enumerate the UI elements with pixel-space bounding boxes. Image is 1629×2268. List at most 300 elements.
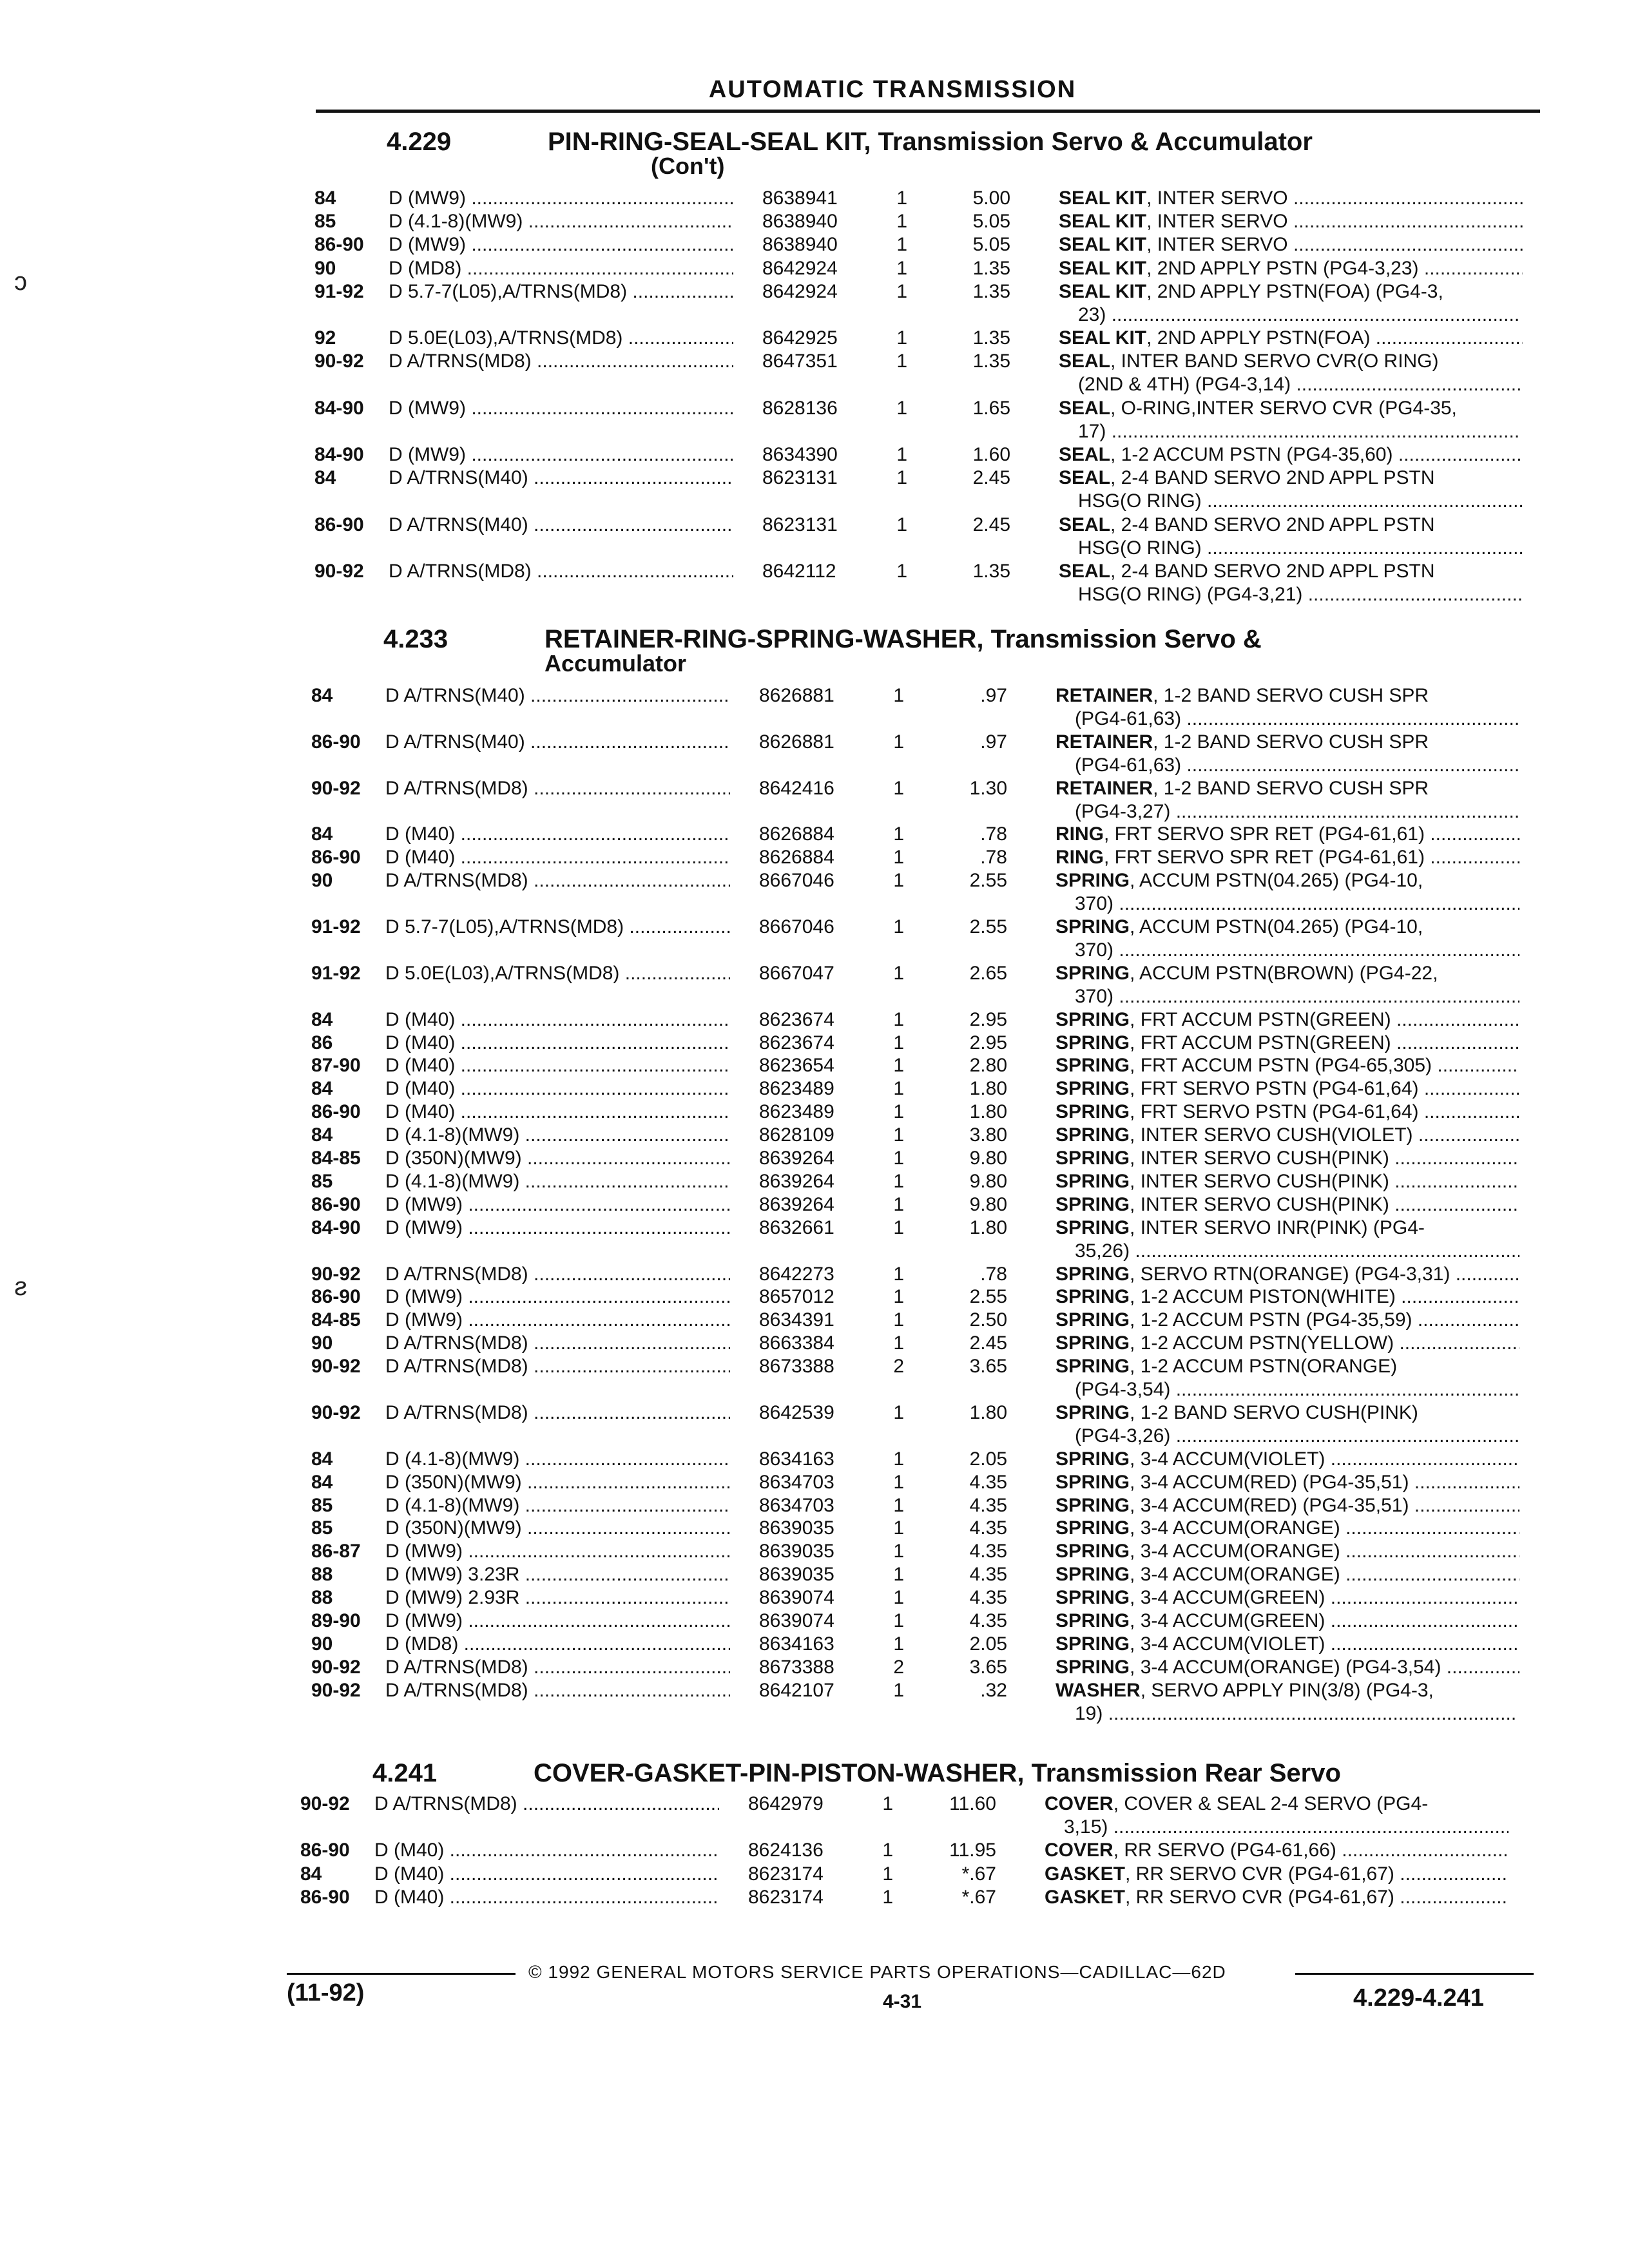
row-quantity: 1: [896, 444, 907, 465]
row-year: 86: [311, 1032, 333, 1053]
row-price: .32: [980, 1680, 1007, 1701]
row-description: D A/TRNS(M40) .....: [389, 514, 733, 537]
row-year: 90: [311, 870, 333, 891]
row-part-number: 8642539: [759, 1402, 834, 1423]
part-name-keyword: SPRING: [1055, 1032, 1130, 1053]
row-description: D (MW9) .....: [389, 443, 733, 466]
row-part-number: 8628109: [759, 1124, 834, 1146]
row-part-name: SPRING, 1-2 ACCUM PSTN(ORANGE): [1055, 1356, 1398, 1377]
row-price: .97: [980, 685, 1007, 706]
row-part-number: 8642979: [748, 1793, 824, 1814]
row-quantity: 1: [893, 847, 904, 868]
row-quantity: 1: [893, 823, 904, 845]
row-part-name-continued: (PG4-3,54) .....: [1075, 1378, 1519, 1401]
row-part-name: SPRING, ACCUM PSTN(04.265) (PG4-10,: [1055, 916, 1423, 937]
row-description: D (4.1-8)(MW9) .....: [385, 1494, 730, 1517]
row-description: D A/TRNS(M40) .....: [389, 466, 733, 490]
row-year: 91-92: [311, 963, 361, 984]
row-part-number: 8657012: [759, 1286, 834, 1307]
row-description: D (MW9) .....: [389, 187, 733, 210]
row-year: 85: [311, 1495, 333, 1516]
part-name-keyword: SEAL KIT: [1059, 258, 1147, 279]
section-title: PIN-RING-SEAL-SEAL KIT, Transmission Servo & Accumulator: [548, 128, 1313, 156]
row-description: D (MD8) .....: [389, 257, 733, 280]
row-description: D (M40) .....: [385, 1077, 730, 1100]
row-description: D 5.0E(L03),A/TRNS(MD8) .....: [385, 962, 730, 985]
row-quantity: 1: [896, 327, 907, 349]
section-title: RETAINER-RING-SPRING-WASHER, Transmission Servo &: [545, 625, 1262, 653]
row-part-name: SEAL KIT, INTER SERVO .....: [1059, 233, 1523, 256]
row-year: 90-92: [314, 561, 364, 582]
row-quantity: 1: [882, 1887, 893, 1908]
part-name-keyword: SEAL: [1059, 561, 1111, 582]
row-part-number: 8624136: [748, 1840, 824, 1861]
row-part-name: SPRING, 3-4 ACCUM(RED) (PG4-35,51) .....: [1055, 1471, 1519, 1494]
margin-mark: ƨ: [14, 1273, 27, 1301]
row-part-name: SEAL KIT, 2ND APPLY PSTN (PG4-3,23) .....: [1059, 257, 1523, 280]
row-part-number: 8639264: [759, 1148, 834, 1169]
row-part-name: SEAL, O-RING,INTER SERVO CVR (PG4-35,: [1059, 398, 1457, 419]
row-description: D (4.1-8)(MW9) .....: [385, 1124, 730, 1147]
row-price: 5.05: [972, 234, 1010, 255]
part-name-keyword: RETAINER: [1055, 685, 1153, 706]
part-name-keyword: SPRING: [1055, 1171, 1130, 1192]
row-description: D (M40) .....: [385, 1008, 730, 1032]
row-part-number: 8639035: [759, 1517, 834, 1539]
part-name-keyword: SEAL: [1059, 467, 1111, 488]
row-part-number: 8638940: [762, 211, 838, 232]
part-name-keyword: SPRING: [1055, 1055, 1130, 1076]
part-name-keyword: SEAL: [1059, 514, 1111, 535]
part-name-keyword: SPRING: [1055, 1633, 1130, 1655]
section-number: 4.241: [372, 1759, 438, 1787]
row-part-name: SEAL, 2-4 BAND SERVO 2ND APPL PSTN: [1059, 514, 1435, 535]
row-price: 4.35: [969, 1541, 1007, 1562]
row-part-name: SPRING, INTER SERVO CUSH(VIOLET) .....: [1055, 1124, 1519, 1147]
row-year: 90-92: [300, 1793, 350, 1814]
row-year: 86-90: [300, 1887, 350, 1908]
row-part-number: 8626884: [759, 823, 834, 845]
row-part-name: SPRING, INTER SERVO INR(PINK) (PG4-: [1055, 1217, 1425, 1238]
row-part-number: 8623674: [759, 1009, 834, 1030]
part-name-keyword: SPRING: [1055, 1148, 1130, 1169]
row-part-name-continued: HSG(O RING) .....: [1078, 537, 1523, 560]
header-rule: [316, 110, 1540, 113]
row-part-name: SEAL, 2-4 BAND SERVO 2ND APPL PSTN: [1059, 467, 1435, 488]
row-part-number: 8673388: [759, 1356, 834, 1377]
part-name-keyword: RETAINER: [1055, 731, 1153, 753]
row-part-number: 8673388: [759, 1657, 834, 1678]
row-part-number: 8642925: [762, 327, 838, 349]
part-name-keyword: COVER: [1045, 1793, 1113, 1814]
row-quantity: 1: [896, 258, 907, 279]
part-name-keyword: RING: [1055, 823, 1104, 845]
row-part-name-continued: (2ND & 4TH) (PG4-3,14) .....: [1078, 373, 1523, 396]
row-price: 1.35: [972, 351, 1010, 372]
row-part-name-continued: HSG(O RING) (PG4-3,21) .....: [1078, 583, 1523, 606]
row-price: *.67: [961, 1863, 996, 1885]
row-year: 84: [311, 1124, 333, 1146]
part-name-keyword: SPRING: [1055, 1564, 1130, 1585]
row-year: 90: [311, 1332, 333, 1354]
row-part-name: SPRING, 3-4 ACCUM(ORANGE) (PG4-3,54) .....: [1055, 1656, 1519, 1679]
row-price: 2.45: [972, 467, 1010, 488]
row-part-name: SEAL KIT, 2ND APPLY PSTN(FOA) .....: [1059, 327, 1523, 350]
row-price: 5.05: [972, 211, 1010, 232]
part-name-keyword: SPRING: [1055, 1402, 1130, 1423]
row-description: D (350N)(MW9) .....: [385, 1517, 730, 1540]
footer-rule-left: [287, 1973, 516, 1975]
row-price: 9.80: [969, 1171, 1007, 1192]
footer-rule-right: [1295, 1973, 1534, 1975]
row-part-number: 8639264: [759, 1194, 834, 1215]
row-part-name: SPRING, ACCUM PSTN(BROWN) (PG4-22,: [1055, 963, 1438, 984]
row-year: 86-90: [311, 1194, 361, 1215]
row-description: D (MW9) .....: [385, 1216, 730, 1240]
row-part-name: SPRING, INTER SERVO CUSH(PINK) .....: [1055, 1170, 1519, 1193]
row-price: 1.80: [969, 1217, 1007, 1238]
row-quantity: 1: [893, 1286, 904, 1307]
row-part-name: GASKET, RR SERVO CVR (PG4-61,67) .....: [1045, 1886, 1509, 1909]
row-year: 85: [311, 1517, 333, 1539]
part-name-keyword: GASKET: [1045, 1887, 1126, 1908]
part-name-keyword: SPRING: [1055, 1309, 1130, 1331]
row-year: 90-92: [311, 1657, 361, 1678]
part-name-keyword: SPRING: [1055, 1587, 1130, 1608]
row-part-name: SPRING, INTER SERVO CUSH(PINK) .....: [1055, 1147, 1519, 1170]
row-year: 90-92: [311, 1356, 361, 1377]
row-quantity: 1: [882, 1863, 893, 1885]
row-part-number: 8634391: [759, 1309, 834, 1331]
part-name-keyword: SEAL KIT: [1059, 281, 1147, 302]
row-part-number: 8638941: [762, 187, 838, 209]
part-name-keyword: SPRING: [1055, 1194, 1130, 1215]
row-part-number: 8626881: [759, 685, 834, 706]
row-part-name: RETAINER, 1-2 BAND SERVO CUSH SPR: [1055, 778, 1429, 799]
row-description: D 5.7-7(L05),A/TRNS(MD8) .....: [385, 916, 730, 939]
row-year: 86-90: [314, 234, 364, 255]
row-quantity: 1: [893, 1148, 904, 1169]
row-description: D (M40) .....: [385, 1100, 730, 1124]
row-part-name: SPRING, 3-4 ACCUM(GREEN) .....: [1055, 1586, 1519, 1610]
row-part-name: SPRING, 1-2 ACCUM PISTON(WHITE) .....: [1055, 1285, 1519, 1309]
row-price: 1.35: [972, 327, 1010, 349]
row-description: D (M40) .....: [374, 1839, 719, 1862]
row-quantity: 1: [893, 1402, 904, 1423]
part-name-keyword: SEAL: [1059, 351, 1111, 372]
row-quantity: 1: [893, 963, 904, 984]
part-name-keyword: SPRING: [1055, 1101, 1130, 1122]
row-part-number: 8642107: [759, 1680, 834, 1701]
row-part-name: SPRING, 1-2 ACCUM PSTN(YELLOW) .....: [1055, 1332, 1519, 1355]
row-price: 4.35: [969, 1587, 1007, 1608]
row-year: 84: [311, 685, 333, 706]
part-name-keyword: SPRING: [1055, 1264, 1130, 1285]
row-part-name: COVER, COVER & SEAL 2-4 SERVO (PG4-: [1045, 1793, 1429, 1814]
row-price: 2.45: [969, 1332, 1007, 1354]
row-quantity: 1: [893, 1587, 904, 1608]
row-part-name: SPRING, 1-2 BAND SERVO CUSH(PINK): [1055, 1402, 1418, 1423]
row-quantity: 1: [896, 211, 907, 232]
row-part-name: SPRING, ACCUM PSTN(04.265) (PG4-10,: [1055, 870, 1423, 891]
row-part-name: RING, FRT SERVO SPR RET (PG4-61,61) .....: [1055, 846, 1519, 869]
row-part-name: SPRING, FRT ACCUM PSTN(GREEN) .....: [1055, 1008, 1519, 1032]
row-price: 2.05: [969, 1633, 1007, 1655]
row-part-number: 8667046: [759, 916, 834, 937]
row-year: 87-90: [311, 1055, 361, 1076]
row-part-number: 8638940: [762, 234, 838, 255]
row-year: 84-90: [311, 1217, 361, 1238]
row-price: 5.00: [972, 187, 1010, 209]
row-part-number: 8634390: [762, 444, 838, 465]
part-name-keyword: SPRING: [1055, 1495, 1130, 1516]
row-quantity: 1: [893, 1194, 904, 1215]
row-year: 88: [311, 1564, 333, 1585]
row-part-name: SPRING, 3-4 ACCUM(RED) (PG4-35,51) .....: [1055, 1494, 1519, 1517]
footer-section-range: 4.229-4.241: [1353, 1984, 1484, 2012]
row-part-name: SPRING, FRT SERVO PSTN (PG4-61,64) .....: [1055, 1100, 1519, 1124]
row-part-name: SEAL, 1-2 ACCUM PSTN (PG4-35,60) .....: [1059, 443, 1523, 466]
section-number: 4.229: [387, 128, 452, 156]
row-price: 4.35: [969, 1495, 1007, 1516]
part-name-keyword: SPRING: [1055, 1078, 1130, 1099]
row-year: 85: [314, 211, 336, 232]
row-quantity: 1: [882, 1793, 893, 1814]
row-quantity: 1: [893, 1032, 904, 1053]
row-description: D (M40) .....: [374, 1886, 719, 1909]
row-quantity: 1: [896, 187, 907, 209]
row-year: 84-90: [314, 444, 364, 465]
row-year: 91-92: [314, 281, 364, 302]
row-year: 85: [311, 1171, 333, 1192]
row-description: D (M40) .....: [385, 1054, 730, 1077]
row-quantity: 1: [893, 1055, 904, 1076]
row-price: 3.65: [969, 1356, 1007, 1377]
row-quantity: 1: [893, 1541, 904, 1562]
row-year: 84: [300, 1863, 322, 1885]
row-price: 4.35: [969, 1517, 1007, 1539]
row-part-name: SEAL KIT, INTER SERVO .....: [1059, 187, 1523, 210]
row-part-name-continued: 370) .....: [1075, 892, 1519, 916]
part-name-keyword: SEAL KIT: [1059, 234, 1147, 255]
row-quantity: 1: [896, 514, 907, 535]
row-quantity: 1: [896, 398, 907, 419]
row-part-name: SPRING, INTER SERVO CUSH(PINK) .....: [1055, 1193, 1519, 1216]
row-part-number: 8623489: [759, 1101, 834, 1122]
part-name-keyword: SPRING: [1055, 1009, 1130, 1030]
row-part-number: 8623174: [748, 1887, 824, 1908]
row-year: 84: [311, 1009, 333, 1030]
row-part-name-continued: 35,26) .....: [1075, 1240, 1519, 1263]
section-number: 4.233: [383, 625, 448, 653]
row-part-name: SPRING, SERVO RTN(ORANGE) (PG4-3,31) .....: [1055, 1263, 1519, 1286]
row-year: 86-90: [311, 1286, 361, 1307]
row-year: 90: [314, 258, 336, 279]
row-part-name: SEAL, 2-4 BAND SERVO 2ND APPL PSTN: [1059, 561, 1435, 582]
row-year: 84: [311, 1078, 333, 1099]
row-part-name-continued: 17) .....: [1078, 420, 1523, 443]
part-name-keyword: SPRING: [1055, 1448, 1130, 1470]
row-quantity: 1: [896, 467, 907, 488]
row-part-name: SPRING, FRT ACCUM PSTN(GREEN) .....: [1055, 1032, 1519, 1055]
row-year: 90-92: [311, 1680, 361, 1701]
row-description: D A/TRNS(M40) .....: [385, 684, 730, 707]
row-part-name: GASKET, RR SERVO CVR (PG4-61,67) .....: [1045, 1863, 1509, 1886]
row-description: D A/TRNS(MD8) .....: [385, 1656, 730, 1679]
row-description: D A/TRNS(MD8) .....: [389, 350, 733, 373]
row-quantity: 1: [893, 1309, 904, 1331]
row-price: .78: [980, 1264, 1007, 1285]
row-price: 1.80: [969, 1078, 1007, 1099]
row-description: D A/TRNS(MD8) .....: [385, 869, 730, 892]
row-price: 4.35: [969, 1472, 1007, 1493]
row-price: 1.30: [969, 778, 1007, 799]
row-description: D (M40) .....: [374, 1863, 719, 1886]
row-part-number: 8639035: [759, 1564, 834, 1585]
row-part-number: 8639074: [759, 1610, 834, 1631]
row-part-name: RETAINER, 1-2 BAND SERVO CUSH SPR: [1055, 731, 1429, 753]
part-name-keyword: GASKET: [1045, 1863, 1126, 1885]
row-year: 84-85: [311, 1148, 361, 1169]
row-quantity: 1: [896, 561, 907, 582]
row-part-number: 8632661: [759, 1217, 834, 1238]
row-part-name: RETAINER, 1-2 BAND SERVO CUSH SPR: [1055, 685, 1429, 706]
row-part-number: 8647351: [762, 351, 838, 372]
row-year: 84: [311, 823, 333, 845]
row-year: 90-92: [311, 778, 361, 799]
row-price: 2.95: [969, 1032, 1007, 1053]
row-quantity: 1: [896, 281, 907, 302]
part-name-keyword: SEAL: [1059, 398, 1111, 419]
row-quantity: 1: [893, 1610, 904, 1631]
row-part-number: 8667046: [759, 870, 834, 891]
row-quantity: 1: [893, 1171, 904, 1192]
row-description: D (MW9) .....: [389, 233, 733, 256]
row-description: D (MW9) .....: [385, 1540, 730, 1563]
row-year: 84-90: [314, 398, 364, 419]
row-price: 1.35: [972, 258, 1010, 279]
row-quantity: 1: [882, 1840, 893, 1861]
row-part-name-continued: 3,15) .....: [1064, 1816, 1509, 1839]
row-quantity: 1: [893, 1101, 904, 1122]
row-description: D (M40) .....: [385, 846, 730, 869]
row-price: 9.80: [969, 1148, 1007, 1169]
row-part-number: 8642924: [762, 281, 838, 302]
row-part-number: 8639035: [759, 1541, 834, 1562]
row-quantity: 1: [896, 234, 907, 255]
row-price: 3.80: [969, 1124, 1007, 1146]
row-part-name: COVER, RR SERVO (PG4-61,66) .....: [1045, 1839, 1509, 1862]
row-part-name: SEAL KIT, INTER SERVO .....: [1059, 210, 1523, 233]
row-price: 1.65: [972, 398, 1010, 419]
row-part-name-continued: 370) .....: [1075, 985, 1519, 1008]
row-price: 1.35: [972, 281, 1010, 302]
row-price: 3.65: [969, 1657, 1007, 1678]
row-description: D (MW9) .....: [385, 1285, 730, 1309]
row-year: 84: [311, 1472, 333, 1493]
row-quantity: 2: [893, 1356, 904, 1377]
row-part-number: 8634163: [759, 1633, 834, 1655]
row-year: 91-92: [311, 916, 361, 937]
row-part-name: SPRING, 3-4 ACCUM(ORANGE) .....: [1055, 1540, 1519, 1563]
row-description: D (4.1-8)(MW9) .....: [385, 1170, 730, 1193]
row-price: .78: [980, 823, 1007, 845]
row-part-number: 8623654: [759, 1055, 834, 1076]
row-part-number: 8634163: [759, 1448, 834, 1470]
row-part-name: SPRING, 3-4 ACCUM(VIOLET) .....: [1055, 1448, 1519, 1471]
row-quantity: 1: [893, 1078, 904, 1099]
part-name-keyword: SPRING: [1055, 1610, 1130, 1631]
row-description: D A/TRNS(MD8) .....: [385, 777, 730, 800]
row-part-number: 8639264: [759, 1171, 834, 1192]
part-name-keyword: SPRING: [1055, 1541, 1130, 1562]
row-year: 86-87: [311, 1541, 361, 1562]
part-name-keyword: SPRING: [1055, 963, 1130, 984]
row-quantity: 1: [893, 1495, 904, 1516]
row-year: 88: [311, 1587, 333, 1608]
row-part-name: SPRING, 3-4 ACCUM(ORANGE) .....: [1055, 1517, 1519, 1540]
row-part-name: SPRING, 3-4 ACCUM(GREEN) .....: [1055, 1610, 1519, 1633]
row-description: D A/TRNS(MD8) .....: [385, 1263, 730, 1286]
part-name-keyword: RING: [1055, 847, 1104, 868]
row-part-number: 8663384: [759, 1332, 834, 1354]
row-price: .97: [980, 731, 1007, 753]
row-price: 2.55: [969, 870, 1007, 891]
row-part-name-continued: 23) .....: [1078, 303, 1523, 327]
part-name-keyword: SPRING: [1055, 1356, 1130, 1377]
part-name-keyword: SPRING: [1055, 1332, 1130, 1354]
row-price: 2.95: [969, 1009, 1007, 1030]
row-description: D (350N)(MW9) .....: [385, 1147, 730, 1170]
row-description: D A/TRNS(M40) .....: [385, 731, 730, 754]
part-name-keyword: SPRING: [1055, 1124, 1130, 1146]
row-quantity: 1: [893, 916, 904, 937]
part-name-keyword: SPRING: [1055, 1657, 1130, 1678]
row-part-name: SPRING, 3-4 ACCUM(ORANGE) .....: [1055, 1563, 1519, 1586]
part-name-keyword: WASHER: [1055, 1680, 1141, 1701]
row-part-number: 8626881: [759, 731, 834, 753]
row-price: 2.50: [969, 1309, 1007, 1331]
row-description: D A/TRNS(MD8) .....: [374, 1792, 719, 1816]
margin-mark: ɔ: [14, 267, 27, 296]
row-quantity: 1: [893, 1680, 904, 1701]
row-part-name-continued: (PG4-61,63) .....: [1075, 707, 1519, 731]
part-name-keyword: SEAL KIT: [1059, 187, 1147, 209]
row-quantity: 1: [893, 1124, 904, 1146]
row-quantity: 1: [893, 1009, 904, 1030]
row-part-number: 8623174: [748, 1863, 824, 1885]
row-description: D (MW9) .....: [385, 1193, 730, 1216]
row-price: 2.65: [969, 963, 1007, 984]
row-part-number: 8623674: [759, 1032, 834, 1053]
row-part-number: 8628136: [762, 398, 838, 419]
row-part-number: 8642924: [762, 258, 838, 279]
part-name-keyword: SPRING: [1055, 870, 1130, 891]
row-year: 86-90: [314, 514, 364, 535]
row-price: 2.55: [969, 916, 1007, 937]
row-description: D (M40) .....: [385, 823, 730, 846]
row-year: 90-92: [311, 1264, 361, 1285]
row-quantity: 1: [893, 1517, 904, 1539]
row-description: D (4.1-8)(MW9) .....: [389, 210, 733, 233]
row-quantity: 1: [893, 1564, 904, 1585]
part-name-keyword: RETAINER: [1055, 778, 1153, 799]
row-year: 90-92: [314, 351, 364, 372]
row-year: 92: [314, 327, 336, 349]
row-part-number: 8623131: [762, 514, 838, 535]
part-name-keyword: SEAL: [1059, 444, 1111, 465]
part-name-keyword: SPRING: [1055, 1217, 1130, 1238]
